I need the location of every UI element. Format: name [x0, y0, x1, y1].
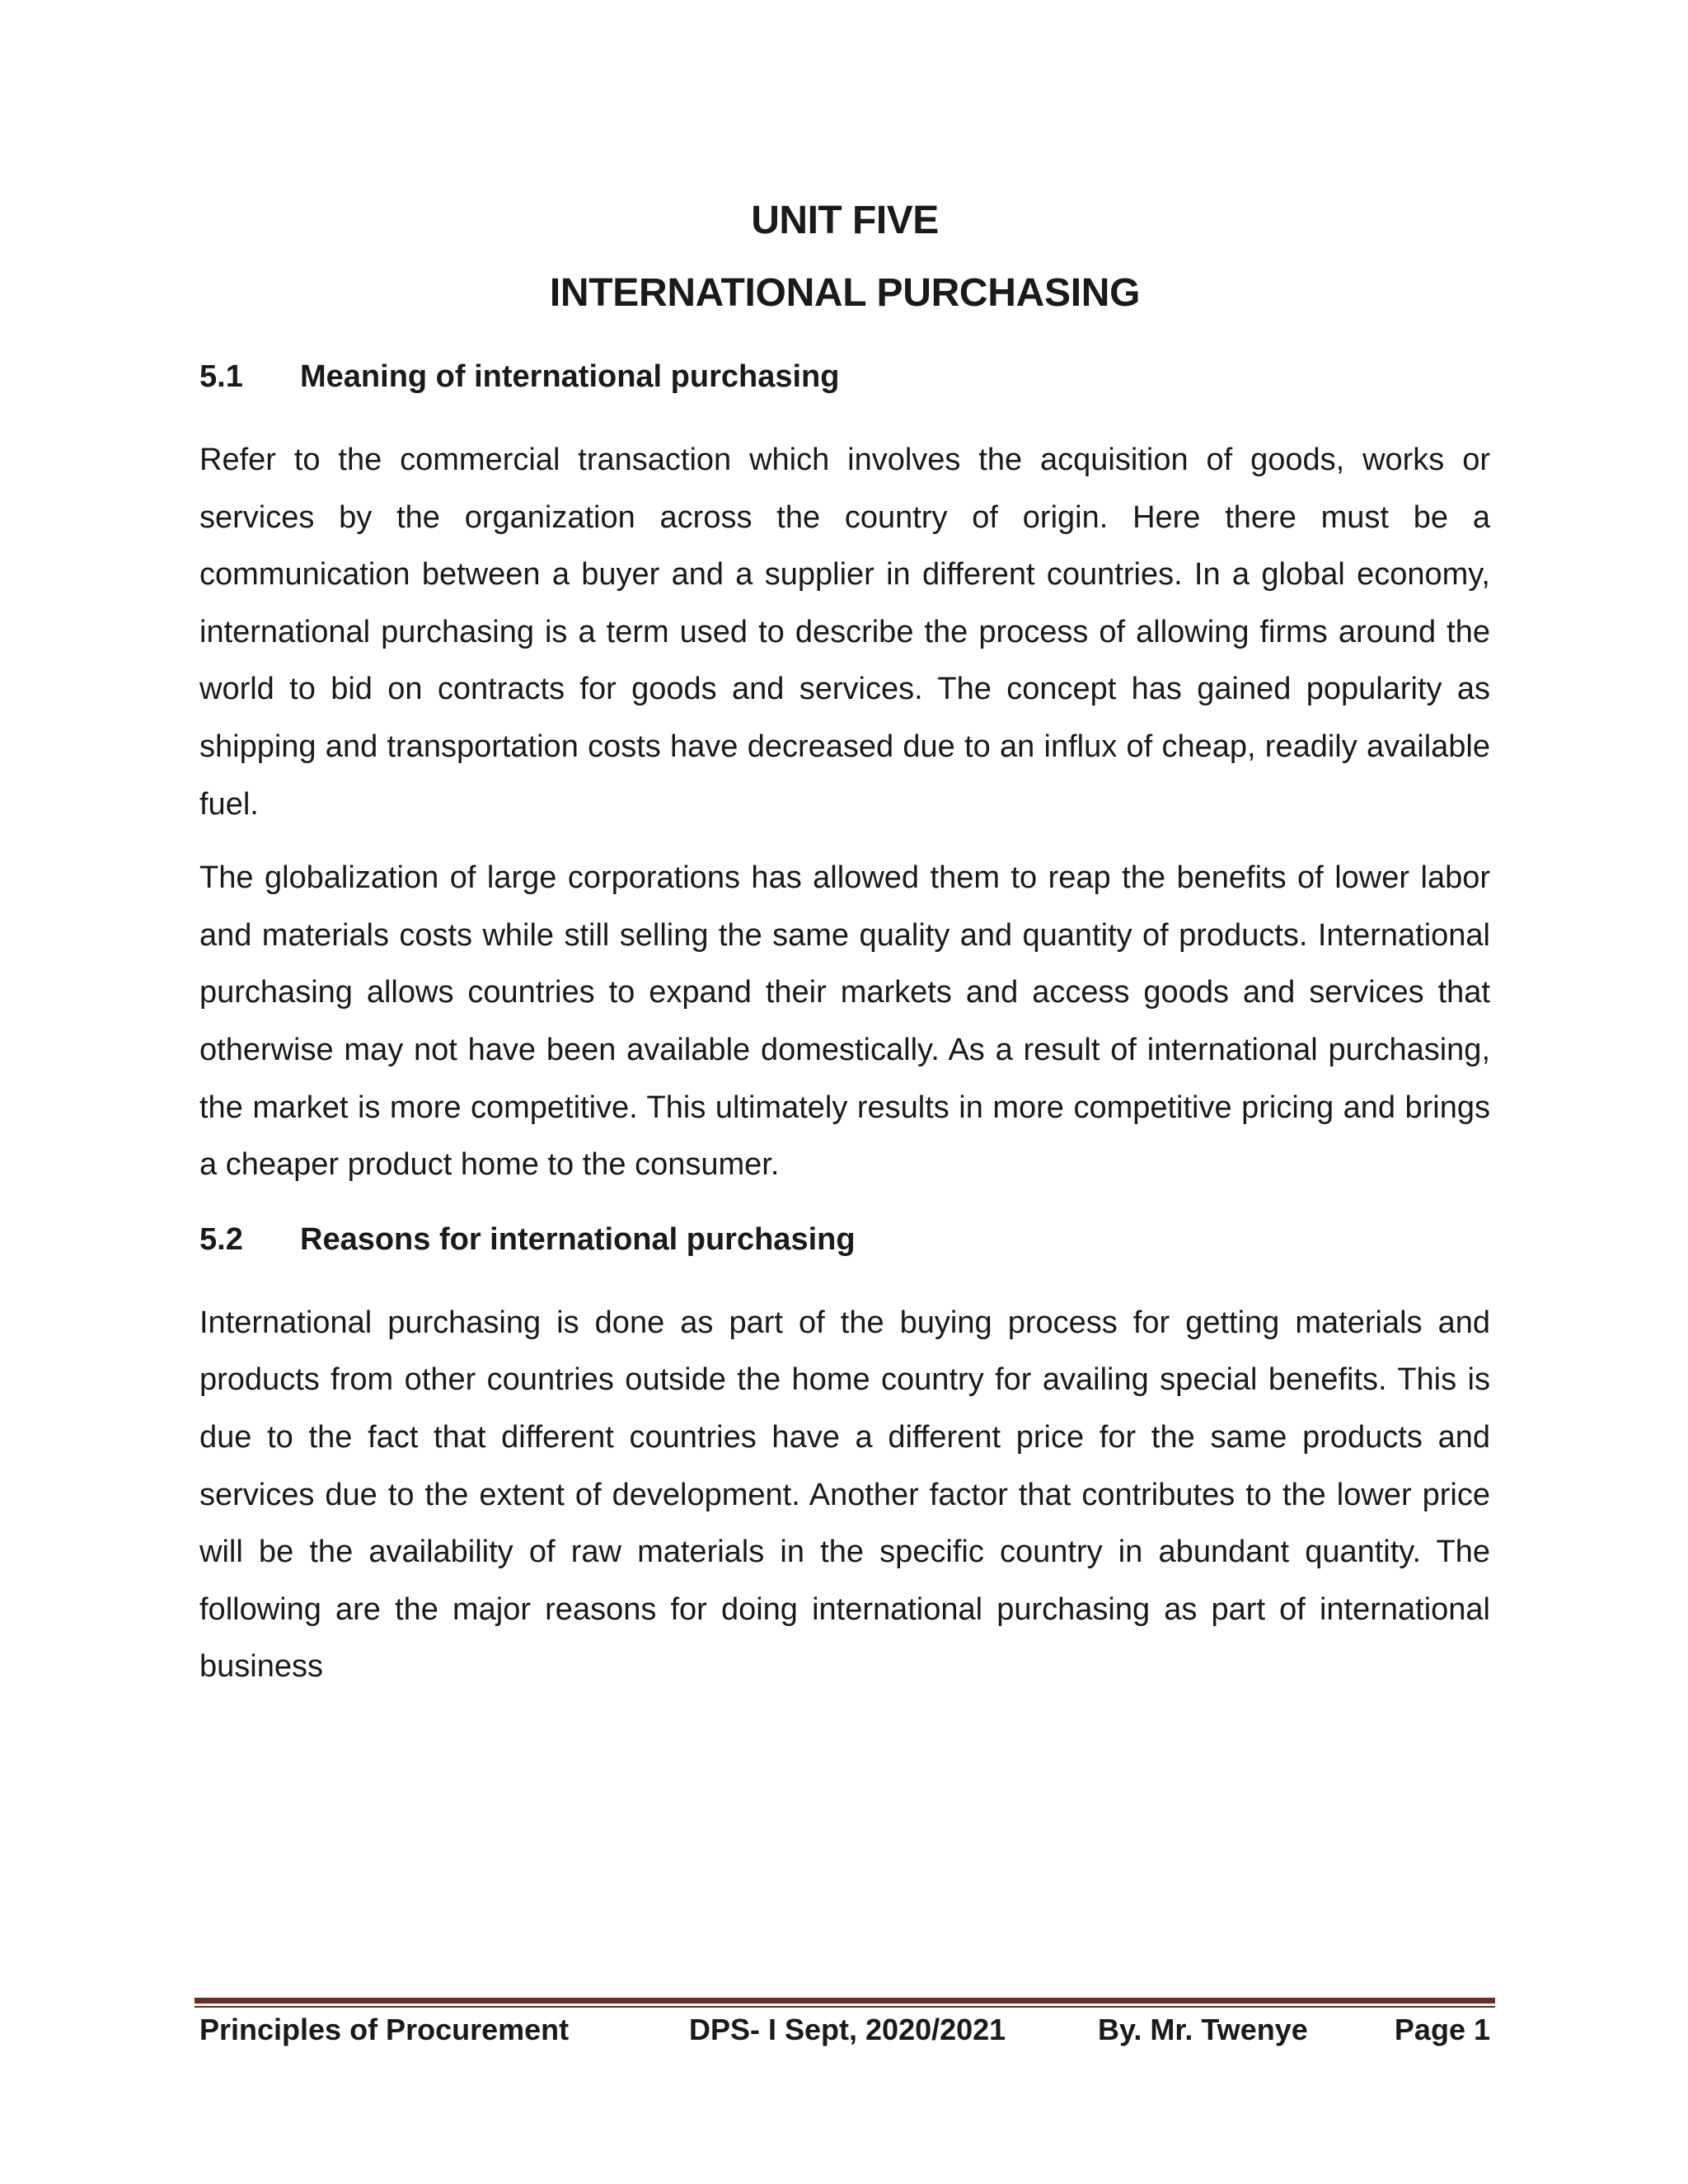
footer-divider-thick [195, 1998, 1495, 2004]
paragraph-meaning-2: The globalization of large corporations has allowed them to reap the benefits of lower labor and materials costs while still selling the same quality and quantity of products. International purchasing allows countries to expand their markets and access goods and services that otherwise may not have been available domestically. As a result of international purchasing, the market is more competitive. This ultimately results in more competitive pricing and brings a cheaper product home to the consumer. [199, 860, 1490, 1183]
footer-page-number: Page 1 [1394, 2013, 1490, 2046]
section-number: 5.2 [199, 1221, 243, 1257]
page-content [199, 196, 1490, 1696]
footer-divider [195, 1998, 1495, 2008]
paragraph-meaning-1: Refer to the commercial transaction which involves the acquisition of goods, works or services by the organization across the country of origin. Here there must be a communication between a buyer and a supplier in different countries. In a global economy, international purchasing is a term used to describe the process of allowing firms around the world to bid on contracts for goods and services. The concept has gained popularity as shipping and transportation costs have decreased due to an influx of cheap, readily available fuel. [199, 443, 1490, 822]
page-footer [199, 2008, 1490, 2052]
footer-author: By. Mr. Twenye [1098, 2013, 1308, 2046]
section-heading-text: Reasons for international purchasing [300, 1221, 856, 1257]
footer-course: Principles of Procurement [199, 2013, 570, 2046]
section-heading-text: Meaning of international purchasing [300, 359, 840, 394]
unit-title: UNIT FIVE [751, 199, 939, 242]
section-number: 5.1 [199, 359, 243, 394]
paragraph-reasons-1: International purchasing is done as part of the buying process for getting materials and products from other countries outside the home country for availing special benefits. This is due to the fact that different countries have a different price for the same products and services due to the extent of development. Another factor that contributes to the lower price will be the availability of raw materials in the specific country in abundant quantity. The following are the major reasons for doing international purchasing as part of international business [199, 1305, 1490, 1685]
section-heading-5-1 [199, 356, 1490, 397]
footer-program: DPS- I Sept, 2020/2021 [689, 2013, 1006, 2046]
document-title: INTERNATIONAL PURCHASING [549, 271, 1141, 315]
section-heading-5-2 [199, 1219, 1490, 1260]
